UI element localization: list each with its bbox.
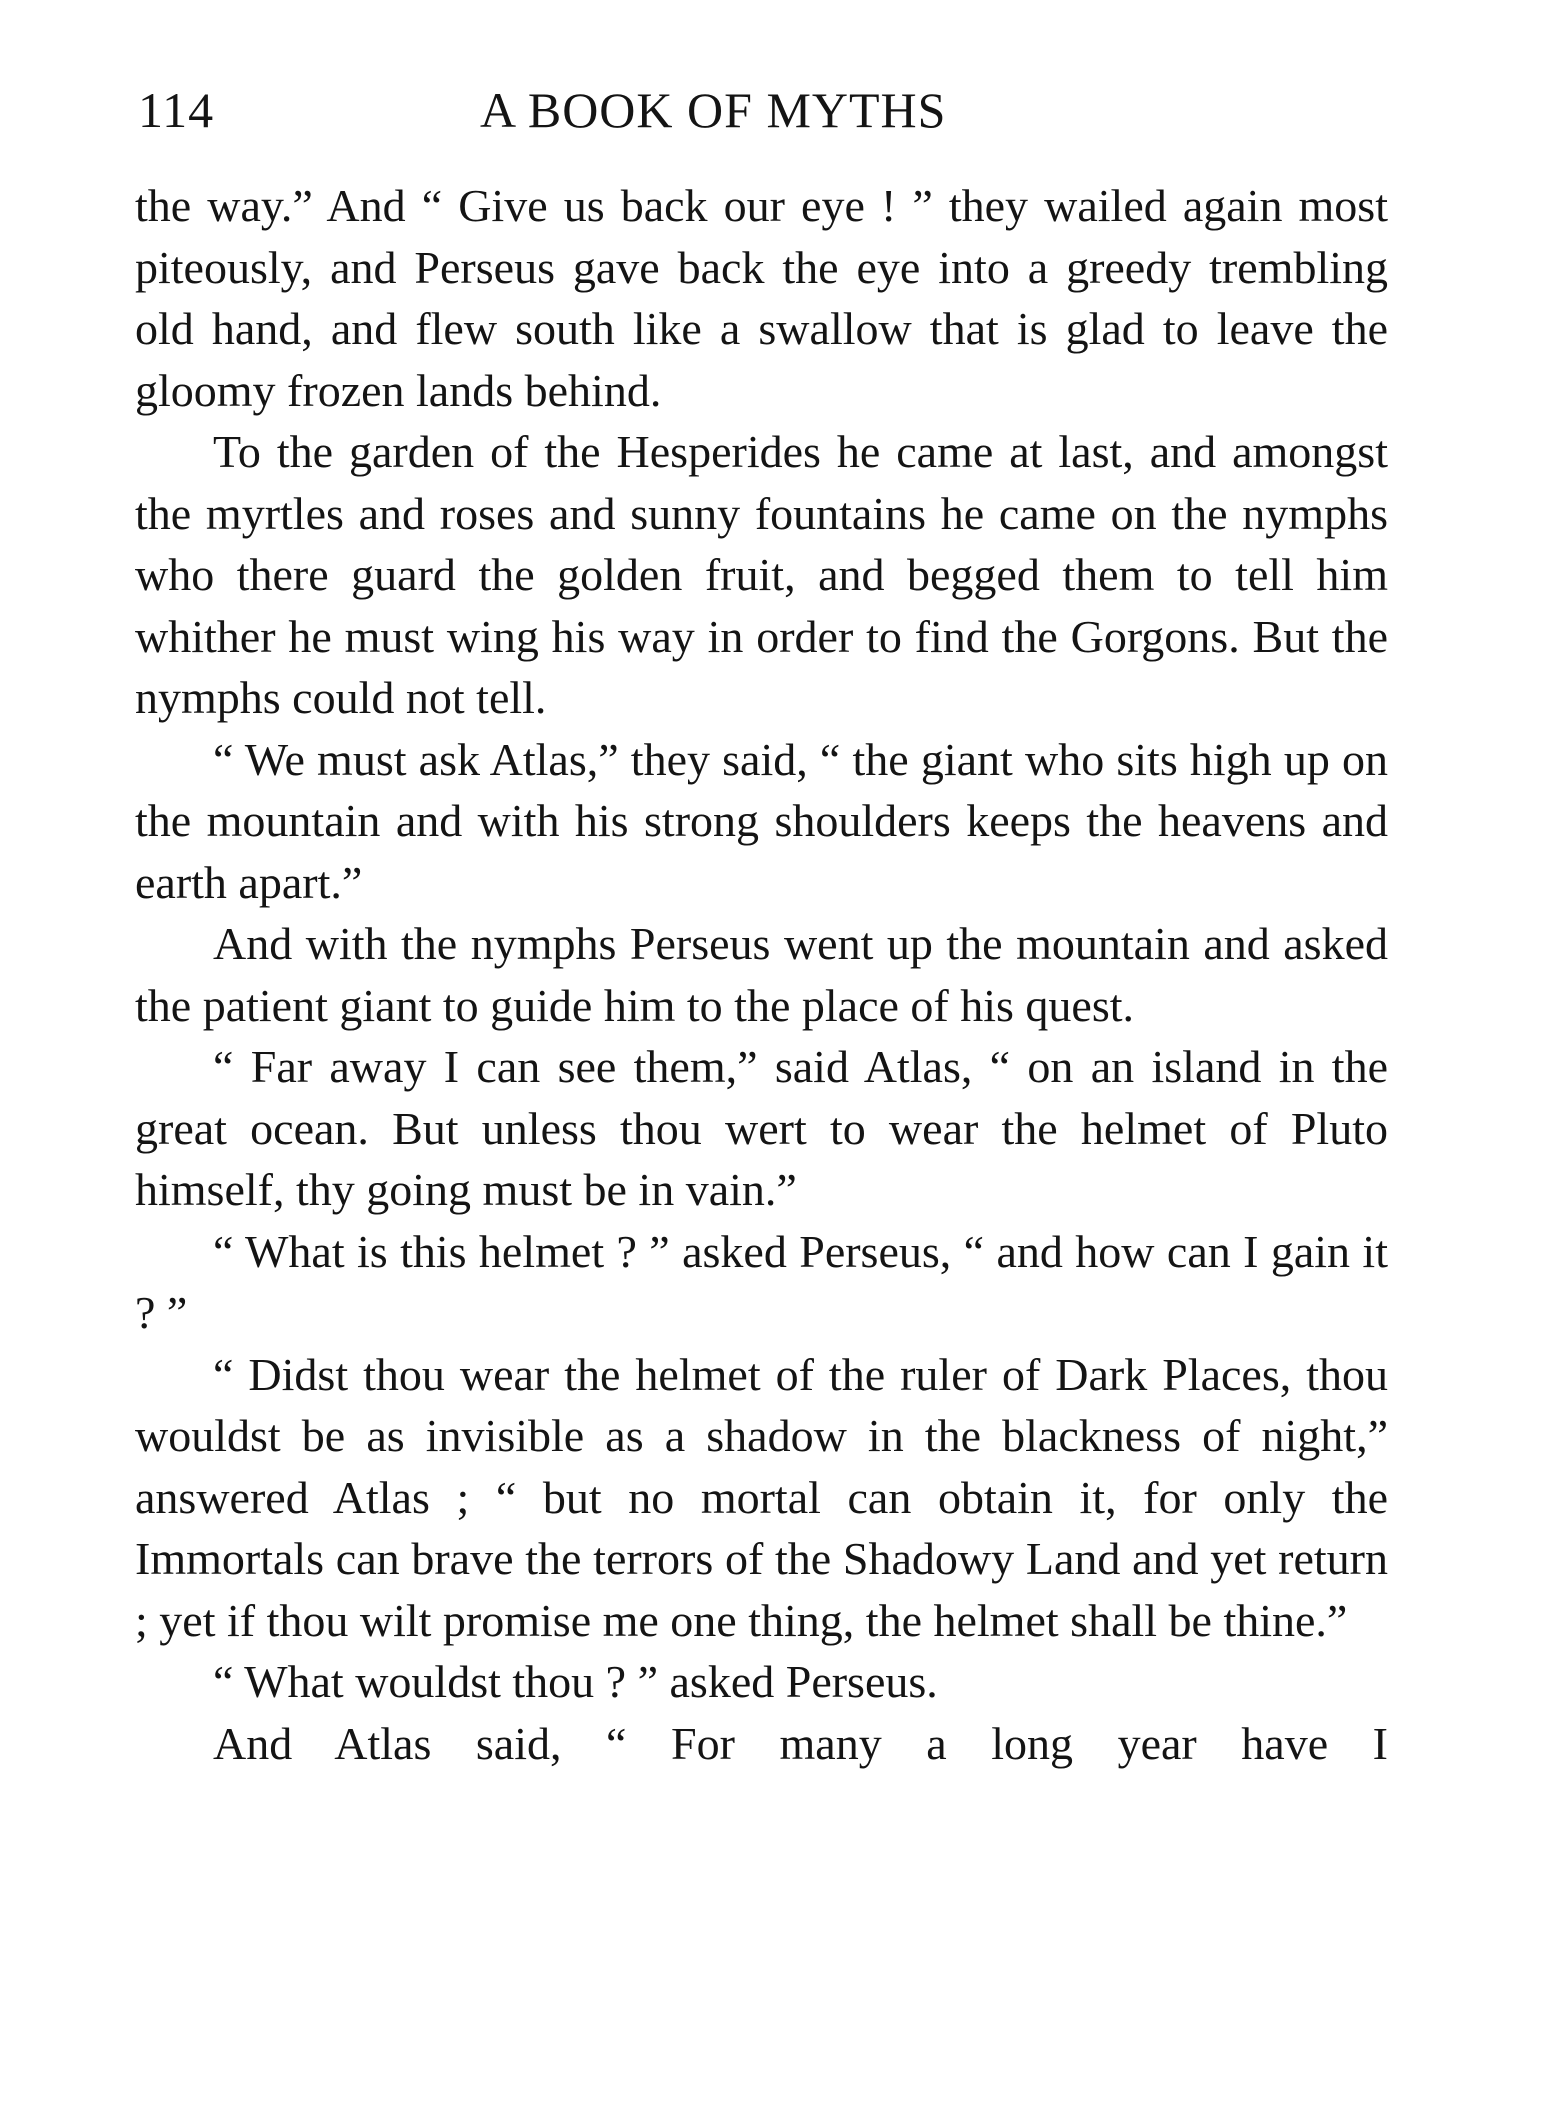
running-title: A BOOK OF MYTHS xyxy=(480,82,947,138)
paragraph-6: “ What is this helmet ? ” asked Perseus, “ and how can I gain it ? ” xyxy=(135,1225,1388,1338)
body-text xyxy=(135,175,1388,1774)
paragraph-7: “ Didst thou wear the helmet of the ruler of Dark Places, thou wouldst be as invisible as a shadow in the blackness of night,” answered Atlas ; “ but no mortal can obtain it, for only the Immortals can brave the terrors of the Shadowy Land and yet return ; yet if thou wilt promise me one thing, the helmet shall be thine.” xyxy=(135,1348,1388,1646)
paragraph-4: And with the nymphs Perseus went up the mountain and asked the patient giant to guide him to the place of his quest. xyxy=(135,918,1388,1031)
page-header xyxy=(138,70,1388,150)
paragraph-5: “ Far away I can see them,” said Atlas, “ on an island in the great ocean. But unless thou wert to wear the helmet of Pluto himself, thy going must be in vain.” xyxy=(135,1041,1388,1215)
page-number: 114 xyxy=(138,82,215,138)
paragraph-1: the way.” And “ Give us back our eye ! ” they wailed again most piteously, and Perseus gave back the eye into a greedy trembling old hand, and flew south like a swallow that is glad to leave the gloomy frozen lands behind. xyxy=(135,180,1388,416)
paragraph-8: “ What wouldst thou ? ” asked Perseus. xyxy=(213,1656,938,1707)
paragraph-2: To the garden of the Hesperides he came at last, and amongst the myrtles and roses and sunny fountains he came on the nymphs who there guard the golden fruit, and begged them to tell him whither he must wing his way in order to find the Gorgons. But the nymphs could not tell. xyxy=(135,426,1388,723)
paragraph-9: And Atlas said, “ For many a long year have I xyxy=(213,1717,1388,1769)
paragraph-3: “ We must ask Atlas,” they said, “ the giant who sits high up on the mountain and with his strong shoulders keeps the heavens and earth apart.” xyxy=(135,733,1388,908)
